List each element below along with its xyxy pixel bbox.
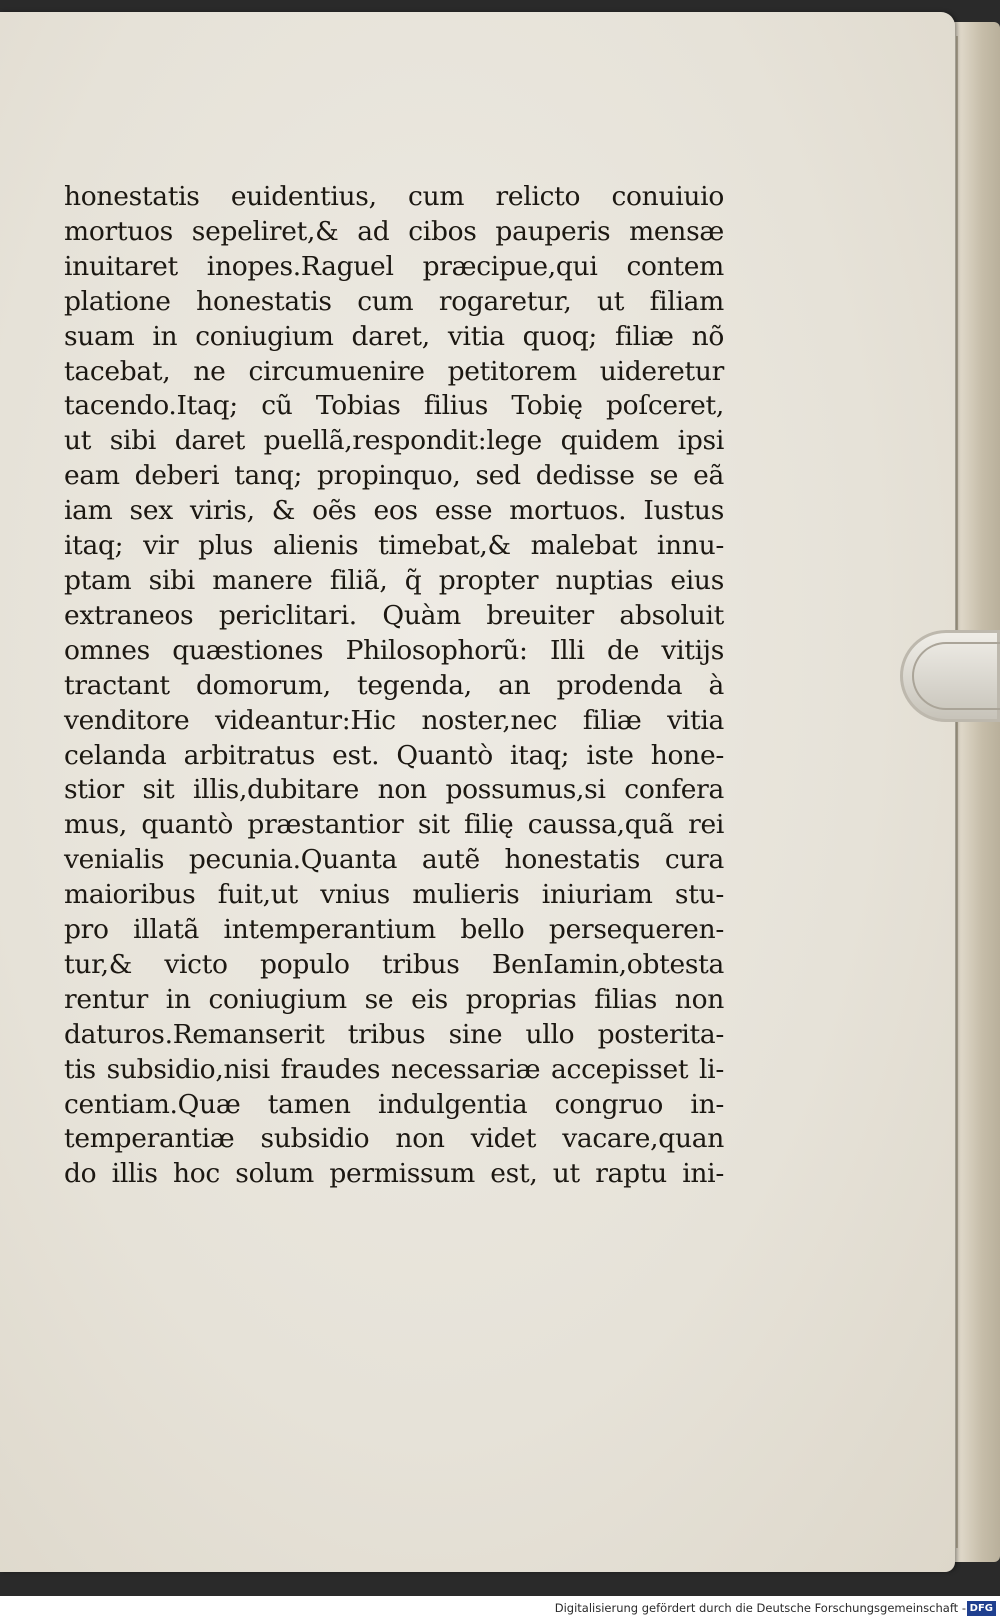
text-line: tacendo.Itaq; cũ Tobias filius Tobię poſceret, [64, 390, 724, 422]
text-line: mus, quantò præstantior sit filię caussa,quã rei [64, 809, 724, 841]
text-line: itaq; vir plus alienis timebat,& malebat innu- [64, 530, 724, 562]
text-line: tur,& victo populo tribus BenIamin,obtesta [64, 948, 724, 980]
text-line: tis subsidio,nisi fraudes necessariæ accepisset li- [64, 1053, 724, 1085]
text-line: mortuos sepeliret,& ad cibos pauperis mensæ [64, 215, 724, 247]
text-line: platione honestatis cum rogaretur, ut filiam [64, 285, 724, 317]
text-line: daturos.Remanserit tribus sine ullo posterita- [64, 1018, 724, 1050]
text-line: maioribus fuit,ut vnius mulieris iniuriam stu- [64, 879, 724, 911]
book-page [0, 12, 955, 1572]
credit-bar [0, 1596, 1000, 1622]
text-line: venialis pecunia.Quanta autẽ honestatis cura [64, 844, 724, 876]
text-line: venditore videantur:Hic noster,nec filiæ vitia [64, 704, 724, 736]
text-line: inuitaret inopes.Raguel præcipue,qui contem [64, 250, 724, 282]
text-line: do illis hoc solum permissum est, ut raptu ini- [64, 1158, 724, 1190]
text-line: extraneos periclitari. Quàm breuiter absoluit [64, 599, 724, 631]
text-line: eam deberi tanq; propinquo, sed dedisse se eã [64, 460, 724, 492]
book-clasp [900, 630, 1000, 722]
text-line: celanda arbitratus est. Quantò itaq; iste hone- [64, 739, 724, 771]
text-line: tacebat, ne circumuenire petitorem uideretur [64, 355, 724, 387]
text-line: pro illatã intemperantium bello persequeren- [64, 914, 724, 946]
text-line: ut sibi daret puellã,respondit:lege quidem ipsi [64, 425, 724, 457]
text-line: stior sit illis,dubitare non possumus,si confera [64, 774, 724, 806]
dfg-logo-icon: DFG [967, 1601, 996, 1616]
text-line: rentur in coniugium se eis proprias filias non [64, 983, 724, 1015]
text-line: temperantiæ subsidio non videt vacare,quan [64, 1123, 724, 1155]
text-line: ptam sibi manere filiã, q̃ propter nuptias eius [64, 564, 724, 596]
text-line: tractant domorum, tegenda, an prodenda à [64, 669, 724, 701]
text-line: iam sex viris, & oẽs eos esse mortuos. Iustus [64, 495, 724, 527]
text-line: suam in coniugium daret, vitia quoq; filiæ nõ [64, 320, 724, 352]
text-line: omnes quæstiones Philosophorũ: Illi de vitijs [64, 634, 724, 666]
credit-text: Digitalisierung gefördert durch die Deutsche Forschungsgemeinschaft - [554, 1601, 966, 1615]
page-text-block [64, 180, 724, 1192]
text-line: honestatis euidentius, cum relicto conuiuio [64, 181, 724, 212]
text-line: centiam.Quæ tamen indulgentia congruo in- [64, 1088, 724, 1120]
